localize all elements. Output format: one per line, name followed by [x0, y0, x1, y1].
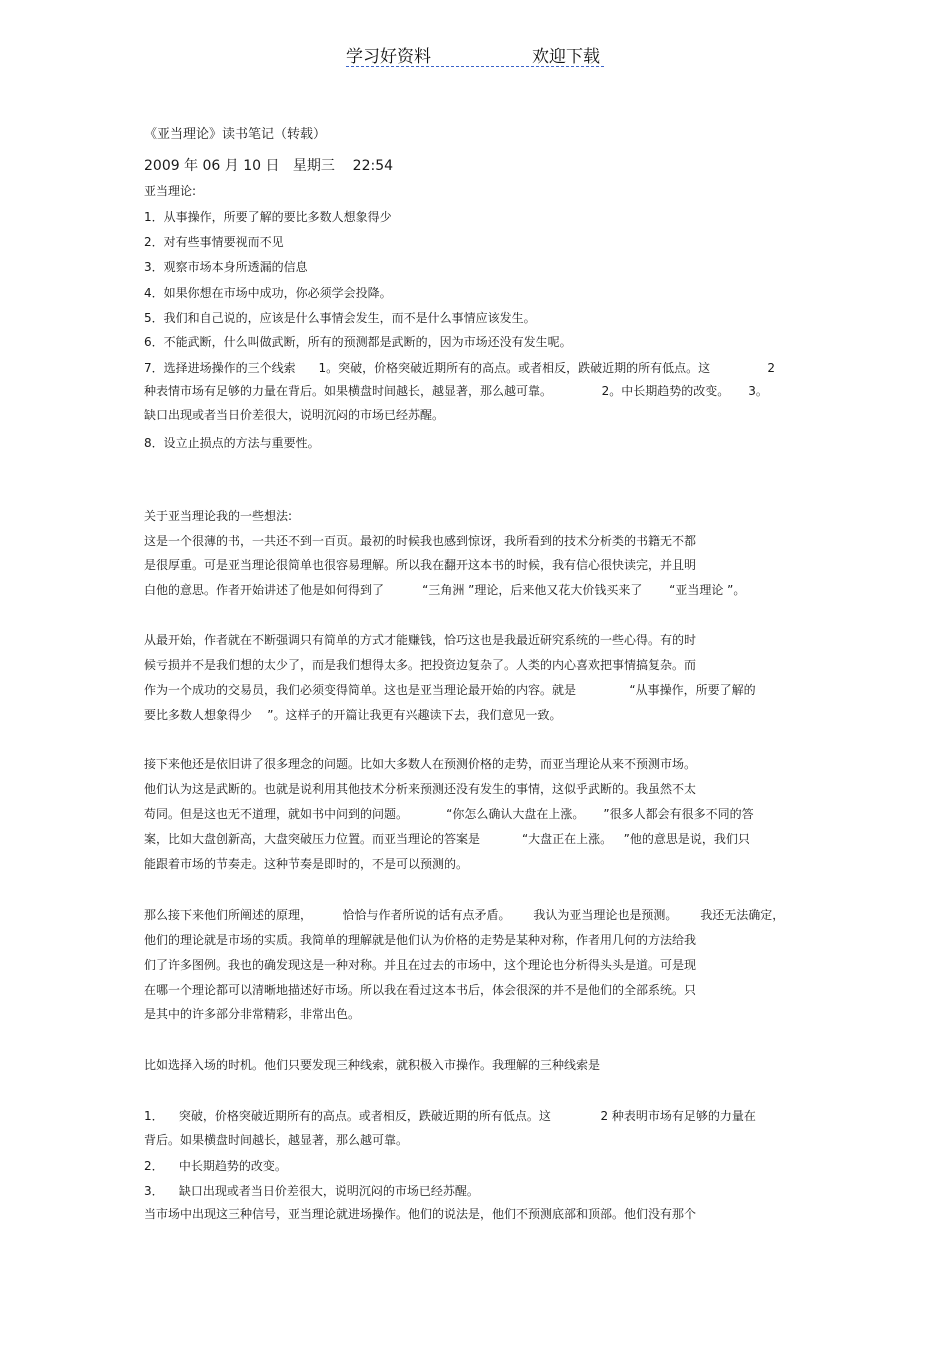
- text-line: 亚当理论:: [144, 184, 197, 198]
- text-line: 缺口出现或者当日价差很大，说明沉闷的市场已经苏醒。: [144, 408, 445, 422]
- article-date: 2009 年 06 月 10 日 星期三 22:54: [144, 158, 394, 174]
- header-right-text: 欢迎下载: [532, 47, 600, 67]
- text-line: 1．从事操作，所要了解的要比多数人想象得少: [144, 210, 392, 224]
- text-line: 在哪一个理论都可以清晰地描述好市场。所以我在看过这本书后，体会很深的并不是他们的全部系统。只: [144, 983, 697, 997]
- text-line: 关于亚当理论我的一些想法:: [144, 509, 293, 523]
- text-line: 接下来他还是依旧讲了很多理念的问题。比如大多数人在预测价格的走势，而亚当理论从来不预测市场。: [144, 757, 697, 771]
- text-line: 比如选择入场的时机。他们只要发现三种线索，就积极入市操作。我理解的三种线索是: [144, 1058, 601, 1072]
- text-line: 们了许多图例。我也的确发现这是一种对称。并且在过去的市场中，这个理论也分析得头头是道。可是现: [144, 958, 697, 972]
- text-line: 他们的理论就是市场的实质。我简单的理解就是他们认为价格的走势是某种对称，作者用几何的方法给我: [144, 933, 697, 947]
- text-line: 能跟着市场的节奏走。这种节奏是即时的，不是可以预测的。: [144, 857, 469, 871]
- text-line: 6．不能武断，什么叫做武断，所有的预测都是武断的，因为市场还没有发生呢。: [144, 335, 572, 349]
- text-line: 3． 缺口出现或者当日价差很大，说明沉闷的市场已经苏醒。: [144, 1184, 479, 1198]
- text-line: 案，比如大盘创新高，大盘突破压力位置。而亚当理论的答案是 “大盘正在上涨。 ”他的意思是说，我们只: [144, 832, 750, 846]
- text-line: 当市场中出现这三种信号，亚当理论就进场操作。他们的说法是，他们不预测底部和顶部。他们没有那个: [144, 1207, 697, 1221]
- text-line: 是很厚重。可是亚当理论很简单也很容易理解。所以我在翻开这本书的时候，我有信心很快读完，并且明: [144, 558, 697, 572]
- text-line: 1． 突破，价格突破近期所有的高点。或者相反，跌破近期的所有低点。这 2 种表明市场有足够的力量在: [144, 1109, 756, 1123]
- text-line: 4．如果你想在市场中成功，你必须学会投降。: [144, 286, 392, 300]
- text-line: 3．观察市场本身所透漏的信息: [144, 260, 308, 274]
- text-line: 作为一个成功的交易员，我们必须变得简单。这也是亚当理论最开始的内容。就是 “从事操作，所要了解的: [144, 683, 756, 697]
- article-title: 《亚当理论》读书笔记（转载）: [144, 127, 327, 142]
- page-header: [346, 40, 604, 67]
- text-line: 种表情市场有足够的力量在背后。如果横盘时间越长，越显著，那么越可靠。 2。中长期趋势的改变。 3。: [144, 384, 768, 398]
- text-line: 他们认为这是武断的。也就是说利用其他技术分析来预测还没有发生的事情，这似乎武断的。我虽然不太: [144, 782, 697, 796]
- text-line: 是其中的许多部分非常精彩，非常出色。: [144, 1007, 361, 1021]
- text-line: 背后。如果横盘时间越长，越显著，那么越可靠。: [144, 1133, 409, 1147]
- text-line: 苟同。但是这也无不道理，就如书中问到的问题。 “你怎么确认大盘在上涨。 ”很多人都会有很多不同的答: [144, 807, 754, 821]
- text-line: 5．我们和自己说的，应该是什么事情会发生，而不是什么事情应该发生。: [144, 311, 536, 325]
- text-line: 要比多数人想象得少 ”。这样子的开篇让我更有兴趣读下去，我们意见一致。: [144, 708, 562, 722]
- text-line: 候亏损并不是我们想的太少了，而是我们想得太多。把投资边复杂了。人类的内心喜欢把事情搞复杂。而: [144, 658, 697, 672]
- header-left-text: 学习好资料: [346, 47, 431, 67]
- text-line: 白他的意思。作者开始讲述了他是如何得到了 “三角洲 ”理论，后来他又花大价钱买来了 “亚当理论 ”。: [144, 583, 746, 597]
- text-line: 2． 中长期趋势的改变。: [144, 1159, 287, 1173]
- text-line: 从最开始，作者就在不断强调只有简单的方式才能赚钱，恰巧这也是我最近研究系统的一些心得。有的时: [144, 633, 697, 647]
- text-line: 那么接下来他们所阐述的原理， 恰恰与作者所说的话有点矛盾。 我认为亚当理论也是预测。 我还无法确定，: [144, 908, 785, 922]
- text-line: 这是一个很薄的书，一共还不到一百页。最初的时候我也感到惊讶，我所看到的技术分析类的书籍无不都: [144, 534, 697, 548]
- text-line: 8．设立止损点的方法与重要性。: [144, 436, 320, 450]
- text-line: 2．对有些事情要视而不见: [144, 235, 284, 249]
- text-line: 7．选择进场操作的三个线索 1。突破，价格突破近期所有的高点。或者相反，跌破近期的所有低点。这 2: [144, 361, 776, 375]
